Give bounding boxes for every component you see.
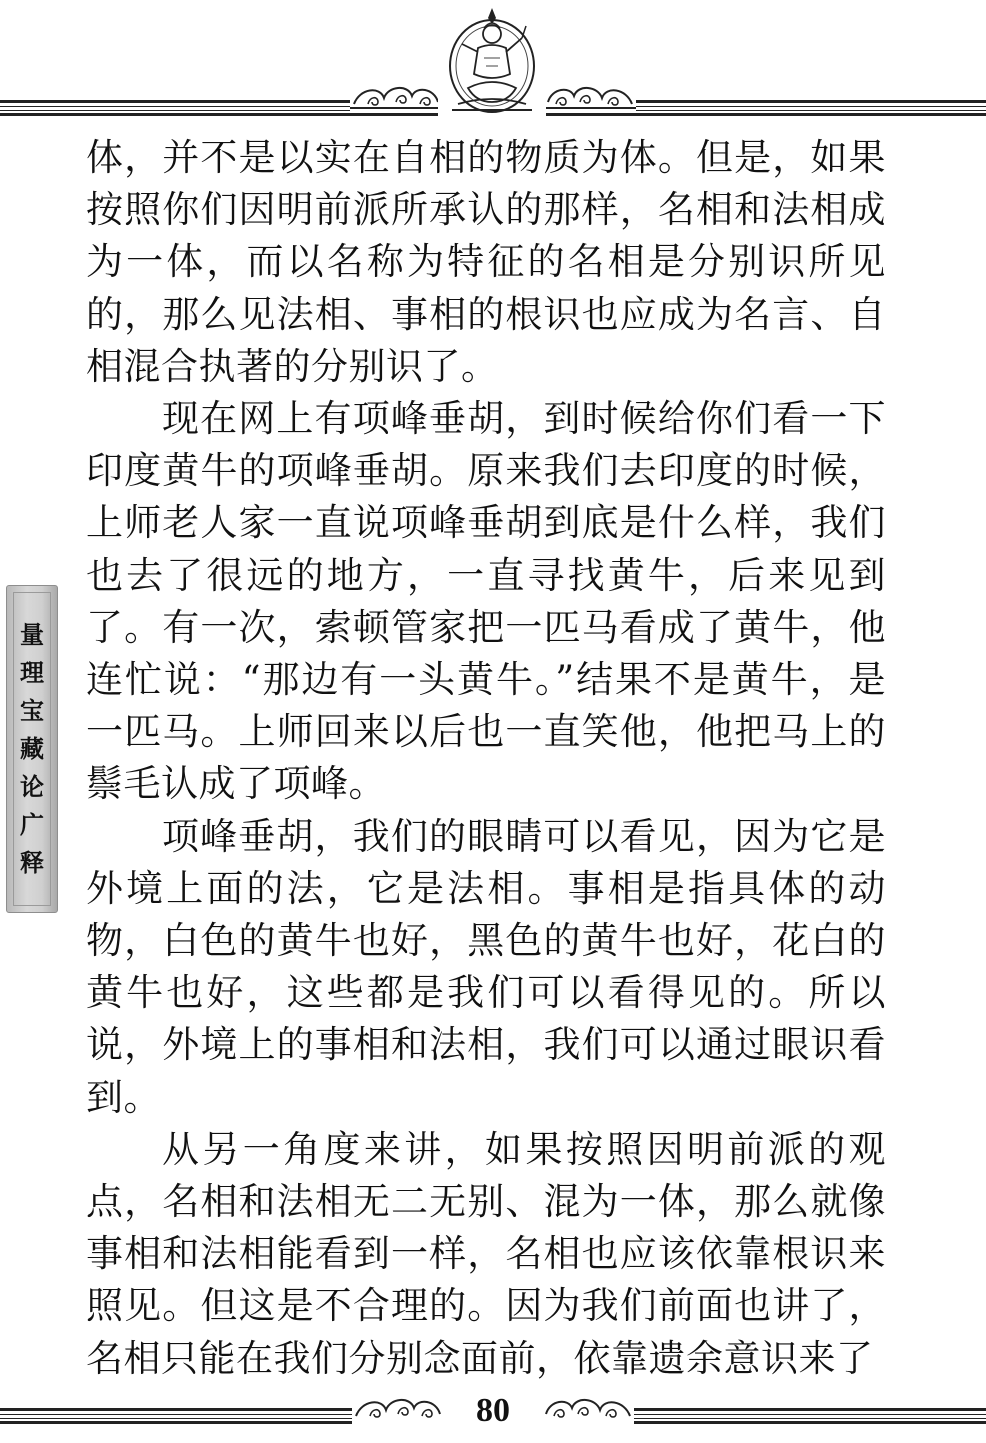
paragraph: 现在网上有项峰垂胡，到时候给你们看一下印度黄牛的项峰垂胡。原来我们去印度的时候，上师老人家一直说项峰垂胡到底是什么样，我们也去了很远的地方，一直寻找黄牛，后来见到了。有一次，索顿管家把一匹马看成了黄牛，他连忙说：“那边有一头黄牛。”结果不是黄牛，是一匹马。上师回来以后也一直笑他，他把马上的鬃毛认成了项峰。 [86, 397, 886, 806]
side-tab-book-title [6, 585, 58, 913]
cloud-scroll-icon [352, 1390, 444, 1424]
page-number: 80 [443, 1392, 543, 1430]
cloud-scroll-icon [350, 80, 442, 112]
side-tab-char: 宝 [20, 696, 44, 725]
cloud-scroll-icon [542, 1390, 634, 1424]
side-tab-char: 广 [20, 810, 44, 839]
paragraph: 项峰垂胡，我们的眼睛可以看见，因为它是外境上面的法，它是法相。事相是指具体的动物，白色的黄牛也好，黑色的黄牛也好，花白的黄牛也好，这些都是我们可以看得见的。所以说，外境上的事相和法相，我们可以通过眼识看到。 [86, 814, 886, 1119]
side-tab-char: 释 [20, 848, 44, 877]
side-tab-char: 理 [20, 658, 44, 687]
side-tab-inner [13, 592, 51, 906]
side-tab-char: 藏 [20, 734, 44, 763]
paragraph: 体，并不是以实在自相的物质为体。但是，如果按照你们因明前派所承认的那样，名相和法相成为一体，而以名称为特征的名相是分别识所见的，那么见法相、事相的根识也应成为名言、自相混合执著的分别识了。 [86, 136, 886, 388]
side-tab-char: 量 [20, 620, 44, 649]
paragraph: 从另一角度来讲，如果按照因明前派的观点，名相和法相无二无别、混为一体，那么就像事相和法相能看到一样，名相也应该依靠根识来照见。但这是不合理的。因为我们前面也讲了，名相只能在我们分别念面前，依靠遗余意识来了 [86, 1127, 886, 1380]
cloud-scroll-icon [544, 80, 636, 112]
deity-emblem-icon [438, 4, 546, 116]
side-tab-char: 论 [20, 772, 44, 801]
body-text [86, 132, 886, 1385]
